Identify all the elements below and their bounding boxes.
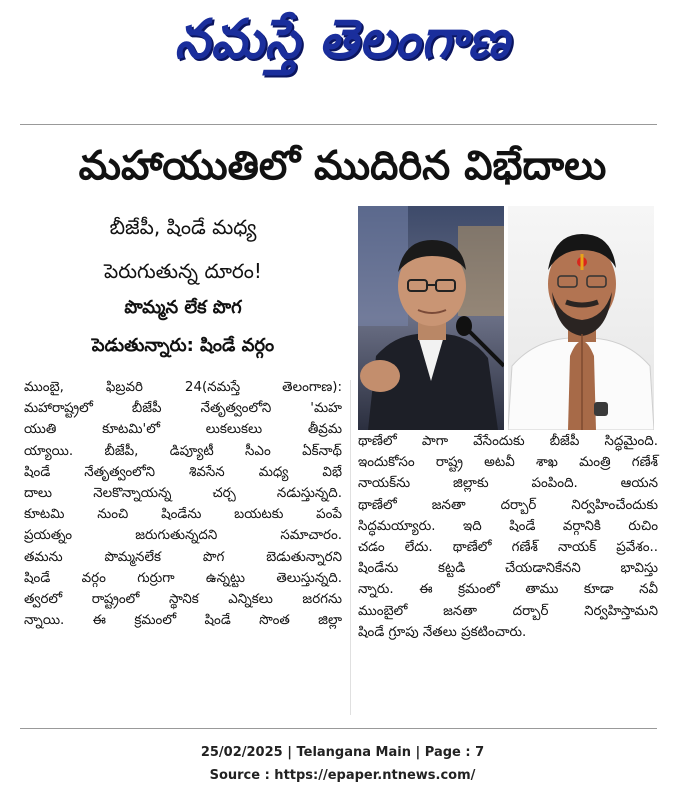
body-line: తమను పొమ్మనలేక పొగ బెడుతున్నారని <box>24 549 342 565</box>
body-line: సిద్ధమయ్యారు. ఇది షిండే వర్గానికి రుచిం <box>358 518 658 534</box>
newspaper-title: నమస్తే తెలంగాణ <box>174 7 511 71</box>
body-line: మహారాష్ట్రలో బీజేపీ నేతృత్వంలోని 'మహ <box>24 401 342 417</box>
article-left-column <box>24 377 342 631</box>
subheading-4: పెడుతున్నారు: షిండే వర్గం <box>91 335 275 356</box>
footer-source: Source : https://epaper.ntnews.com/ <box>209 768 476 783</box>
body-line: యుతి కూటమి'లో లుకలుకలు తీవ్రమ <box>24 422 342 438</box>
body-line: ముంబై, ఫిబ్రవరి 24(నమస్తే తెలంగాణ): <box>24 380 342 395</box>
body-line: న్నాయి. ఈ క్రమంలో షిండే సొంత జిల్లా <box>24 613 342 629</box>
body-line: థాణేలో జనతా దర్బార్ నిర్వహించేందుకు <box>358 497 658 513</box>
subheading-2: పెరుగుతున్న దూరం! <box>104 259 262 283</box>
footer-date-edition: 25/02/2025 | Telangana Main | Page : 7 <box>200 745 485 760</box>
body-line: ముంబైలో జనతా దర్బార్ నిర్వహిస్తామని <box>358 603 658 619</box>
subheading-1: బీజేపీ, షిండే మధ్య <box>109 215 257 239</box>
body-line: కూటమి నుంచి షిండేను బయటకు పంపే <box>24 507 342 523</box>
body-line: ప్రయత్నం జరుగుతున్నదని సమాచారం. <box>24 528 342 544</box>
body-line: షిండేను కట్టడి చేయడానికేనని భావిస్తు <box>358 561 658 577</box>
body-line: థాణేలో పాగా వేసేందుకు బీజేపీ సిద్ధమైంది. <box>358 434 658 449</box>
header-divider <box>20 124 657 125</box>
article-headline: మహాయుతిలో ముదిరిన విభేదాలు <box>78 143 607 189</box>
body-line: చడం లేదు. థాణేలో గణేశ్ నాయక్ ప్రవేశం.. <box>358 540 658 556</box>
photo-politician-right <box>508 206 654 430</box>
body-line: షిండే గ్రూపు నేతలు ప్రకటించారు. <box>358 624 527 640</box>
masthead <box>0 6 685 76</box>
article-right-column <box>358 431 658 643</box>
body-line: దాలు నెలకొన్నాయన్న చర్చ నడుస్తున్నది. <box>24 486 342 502</box>
body-line: షిండే నేతృత్వంలోని శివసేన మధ్య విభే <box>24 464 342 480</box>
photo-politician-left <box>358 206 504 430</box>
body-line: త్వరలో రాష్ట్రంలో స్థానిక ఎన్నికలు జరగను <box>24 592 342 608</box>
footer-divider <box>20 728 657 729</box>
body-line: నాయక్‌ను జిల్లాకు పంపింది. ఆయన <box>358 476 658 492</box>
body-line: షిండే వర్గం గుర్రుగా ఉన్నట్టు తెలుస్తున్నది. <box>24 570 342 586</box>
column-separator <box>350 380 351 715</box>
subheading-3: పొమ్మన లేక పొగ <box>124 297 242 318</box>
body-line: య్యాయి. బీజేపీ, డిప్యూటీ సీఎం ఏక్‌నాథ్ <box>24 443 342 459</box>
body-line: ఇందుకోసం రాష్ట్ర అటవీ శాఖ మంత్రి గణేశ్ <box>358 455 658 471</box>
body-line: న్నారు. ఈ క్రమంలో తాము కూడా నవీ <box>358 582 658 598</box>
